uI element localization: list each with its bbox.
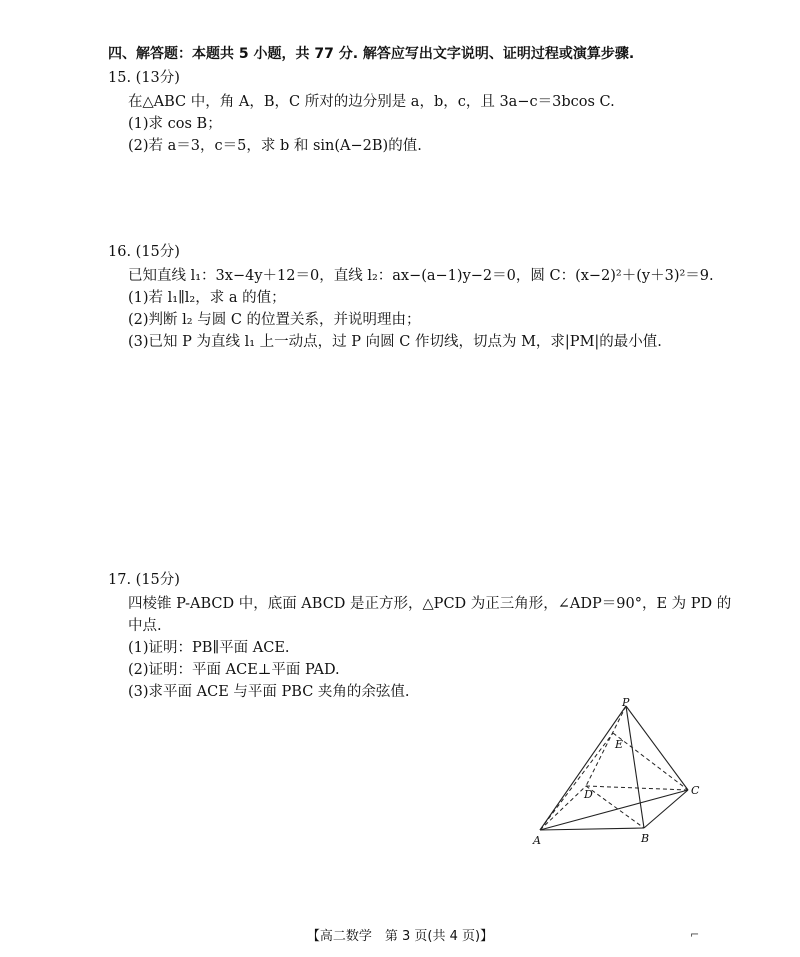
q15-stem: 在△ABC 中，角 A，B，C 所对的边分别是 a，b，c，且 3a−c＝3bcos C. — [128, 94, 615, 110]
label-D: D — [584, 788, 593, 801]
q17-part1: (1)证明：PB∥平面 ACE. — [128, 640, 290, 656]
q17-stem-line2: 中点. — [128, 618, 162, 634]
q16-part2: (2)判断 l₂ 与圆 C 的位置关系，并说明理由； — [128, 312, 421, 328]
edge-PC — [626, 706, 688, 790]
q16-part1: (1)若 l₁∥l₂，求 a 的值； — [128, 290, 286, 306]
q16-stem: 已知直线 l₁：3x−4y＋12＝0，直线 l₂：ax−(a−1)y−2＝0，圆 C：(x−2)²＋(y＋3)²＝9. — [128, 268, 714, 284]
q17-number: 17. (15分) — [108, 572, 180, 588]
edge-PA — [540, 706, 626, 830]
edge-AC — [540, 790, 688, 830]
label-P: P — [622, 698, 630, 709]
q17-part3: (3)求平面 ACE 与平面 PBC 夹角的余弦值. — [128, 684, 410, 700]
label-A: A — [533, 834, 541, 847]
label-E: E — [615, 738, 624, 751]
q16-part3: (3)已知 P 为直线 l₁ 上一动点，过 P 向圆 C 作切线，切点为 M，求|PM|的最小值. — [128, 334, 662, 350]
corner-mark: ⌐ — [690, 928, 700, 941]
page-footer: 【高二数学 第 3 页(共 4 页)】 — [306, 929, 494, 944]
segment-DB — [586, 786, 644, 828]
label-C: C — [691, 784, 700, 797]
edge-AB — [540, 828, 644, 830]
q17-stem-line1: 四棱锥 P-ABCD 中，底面 ABCD 是正方形，△PCD 为正三角形，∠ADP＝90°，E 为 PD 的 — [128, 596, 732, 612]
label-B: B — [641, 832, 650, 845]
q17-part2: (2)证明：平面 ACE⊥平面 PAD. — [128, 662, 340, 678]
segment-EC — [613, 733, 688, 790]
section-header: 四、解答题：本题共 5 小题，共 77 分. 解答应写出文字说明、证明过程或演算步骤. — [108, 46, 635, 62]
q15-part2: (2)若 a＝3，c＝5，求 b 和 sin(A−2B)的值. — [128, 138, 422, 154]
q16-number: 16. (15分) — [108, 244, 180, 260]
q15-part1: (1)求 cos B； — [128, 116, 222, 132]
pyramid-figure — [528, 698, 708, 850]
q15-number: 15. (13分) — [108, 70, 180, 86]
edge-PB — [626, 706, 644, 828]
segment-AE — [540, 733, 613, 830]
edge-DC — [586, 786, 688, 790]
